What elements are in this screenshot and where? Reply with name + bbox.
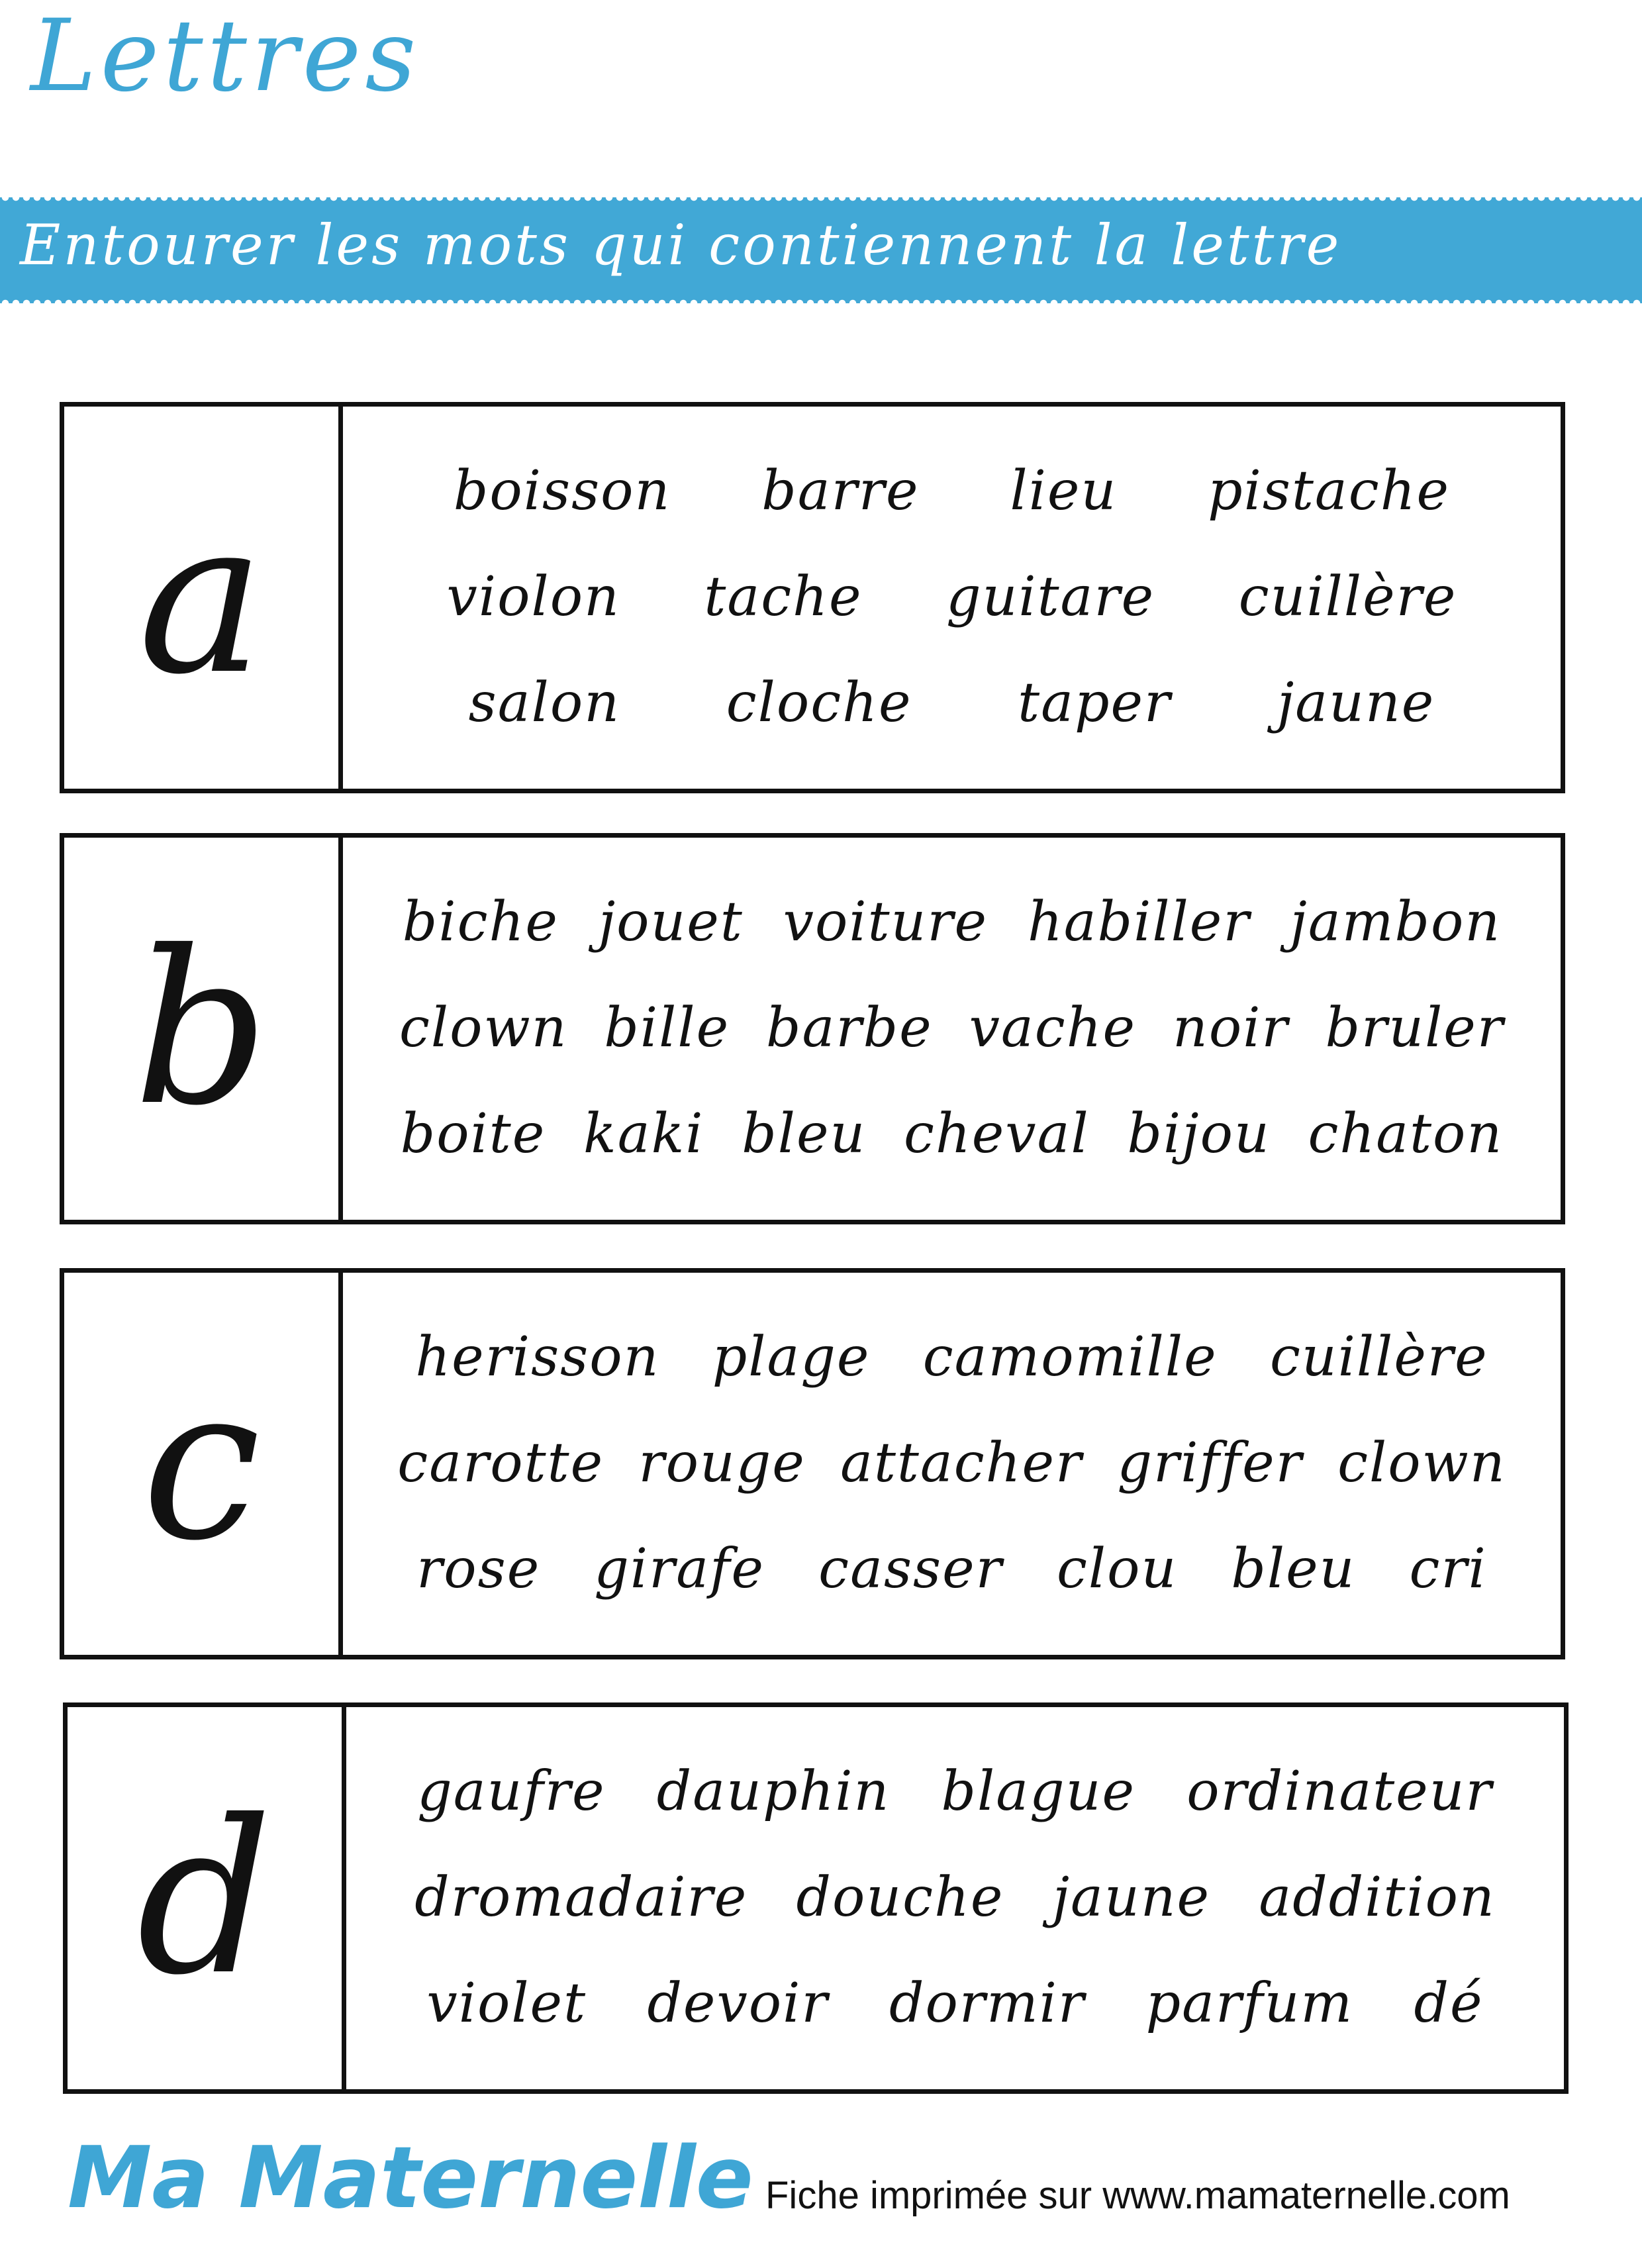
word-item[interactable]: casser — [818, 1538, 1003, 1601]
word-grid — [346, 1707, 1564, 2089]
target-letter: a — [138, 474, 265, 721]
word-item[interactable]: dé — [1414, 1972, 1484, 2036]
word-item[interactable]: bleu — [742, 1103, 867, 1166]
word-item[interactable]: attacher — [840, 1432, 1083, 1495]
exercise-letter-b — [60, 833, 1565, 1224]
word-item[interactable]: barre — [761, 460, 920, 523]
word-item[interactable]: jaune — [1277, 671, 1435, 735]
footer-printed-on: Fiche imprimée sur www.mamaternelle.com — [765, 2174, 1510, 2217]
letter-cell — [68, 1707, 346, 2089]
word-item[interactable]: gaufre — [417, 1760, 606, 1824]
word-item[interactable]: violon — [446, 566, 620, 629]
word-row — [363, 671, 1541, 736]
word-item[interactable]: tache — [704, 566, 863, 629]
letter-cell — [64, 838, 343, 1220]
word-item[interactable]: voiture — [783, 891, 989, 954]
word-item[interactable]: herisson — [415, 1326, 660, 1389]
word-item[interactable]: boite — [400, 1103, 546, 1166]
target-letter: b — [133, 905, 269, 1152]
word-item[interactable]: bille — [604, 997, 730, 1060]
exercise-letter-c — [60, 1268, 1565, 1659]
word-row — [363, 1325, 1541, 1390]
word-item[interactable]: barbe — [766, 997, 933, 1060]
word-item[interactable]: jaune — [1052, 1866, 1211, 1930]
word-item[interactable]: biche — [402, 891, 559, 954]
word-item[interactable]: addition — [1259, 1866, 1496, 1930]
target-letter: c — [142, 1340, 261, 1587]
word-item[interactable]: habiller — [1027, 891, 1251, 954]
word-item[interactable]: rouge — [638, 1432, 806, 1495]
exercise-letter-a — [60, 402, 1565, 793]
word-item[interactable]: blague — [941, 1760, 1135, 1824]
word-item[interactable]: dromadaire — [414, 1866, 748, 1930]
word-item[interactable]: chaton — [1308, 1103, 1504, 1166]
word-row — [363, 996, 1541, 1061]
instruction-banner — [0, 197, 1642, 303]
word-item[interactable]: bleu — [1231, 1538, 1356, 1601]
word-row — [363, 565, 1541, 630]
word-item[interactable]: rose — [416, 1538, 541, 1601]
word-row — [366, 1759, 1544, 1824]
word-item[interactable]: boisson — [453, 460, 671, 523]
word-item[interactable]: lieu — [1010, 460, 1118, 523]
word-item[interactable]: carotte — [397, 1432, 604, 1495]
word-row — [363, 459, 1541, 524]
word-item[interactable]: clown — [1337, 1432, 1506, 1495]
word-item[interactable]: devoir — [647, 1972, 829, 2036]
word-item[interactable]: dormir — [889, 1972, 1086, 2036]
letter-cell — [64, 1273, 343, 1655]
word-item[interactable]: cheval — [904, 1103, 1090, 1166]
word-item[interactable]: cri — [1409, 1538, 1487, 1601]
word-row — [363, 1431, 1541, 1496]
word-item[interactable]: guitare — [946, 566, 1155, 629]
word-item[interactable]: camomille — [922, 1326, 1218, 1389]
word-item[interactable]: douche — [796, 1866, 1004, 1930]
word-item[interactable]: bruler — [1325, 997, 1505, 1060]
word-item[interactable]: pistache — [1208, 460, 1451, 523]
word-item[interactable]: noir — [1173, 997, 1289, 1060]
word-row — [366, 1971, 1544, 2036]
target-letter: d — [136, 1775, 273, 2022]
word-item[interactable]: ordinateur — [1186, 1760, 1493, 1824]
letter-cell — [64, 407, 343, 789]
word-item[interactable]: clown — [399, 997, 568, 1060]
word-item[interactable]: salon — [468, 671, 621, 735]
word-item[interactable]: kaki — [583, 1103, 704, 1166]
page-title: Lettres — [30, 0, 420, 114]
word-item[interactable]: clou — [1056, 1538, 1178, 1601]
word-item[interactable]: taper — [1018, 671, 1172, 735]
exercise-letter-d — [63, 1702, 1569, 2094]
word-row — [363, 890, 1541, 955]
brand-logo-text: Ma Maternelle — [68, 2129, 753, 2228]
word-item[interactable]: parfum — [1145, 1972, 1354, 2036]
word-grid — [343, 1273, 1561, 1655]
word-item[interactable]: bijou — [1127, 1103, 1271, 1166]
instruction-text: Entourer les mots qui contiennent la lettre — [20, 213, 1342, 277]
word-item[interactable]: cuillère — [1269, 1326, 1488, 1389]
word-item[interactable]: griffer — [1117, 1432, 1303, 1495]
word-item[interactable]: girafe — [594, 1538, 765, 1601]
word-item[interactable]: violet — [426, 1972, 587, 2036]
word-row — [366, 1865, 1544, 1930]
word-item[interactable]: plage — [712, 1326, 871, 1389]
word-item[interactable]: jouet — [598, 891, 744, 954]
word-item[interactable]: vache — [969, 997, 1137, 1060]
word-grid — [343, 407, 1561, 789]
word-item[interactable]: cloche — [726, 671, 912, 735]
word-grid — [343, 838, 1561, 1220]
word-item[interactable]: dauphin — [656, 1760, 891, 1824]
word-item[interactable]: jambon — [1290, 891, 1502, 954]
word-row — [363, 1537, 1541, 1602]
word-item[interactable]: cuillère — [1238, 566, 1457, 629]
word-row — [363, 1102, 1541, 1167]
